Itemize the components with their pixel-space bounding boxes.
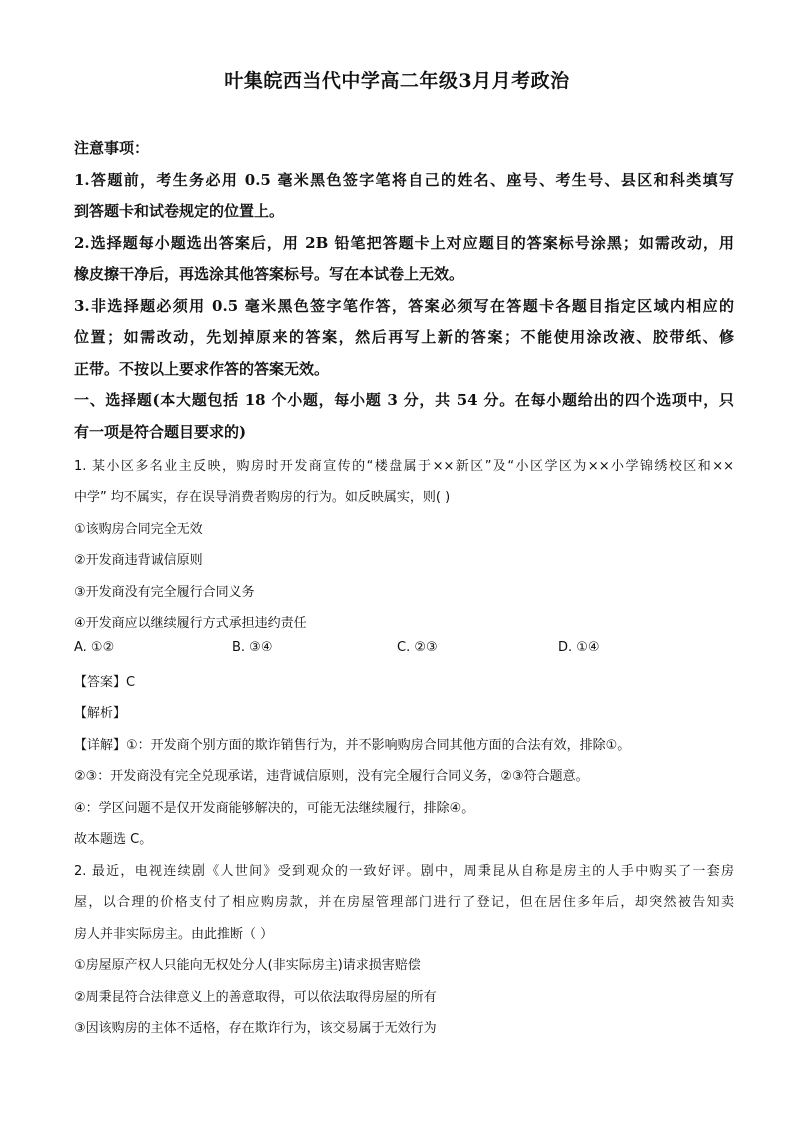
- q1-statement-4: ④开发商应以继续履行方式承担违约责任: [74, 616, 307, 631]
- q1-statement-3: ③开发商没有完全履行合同义务: [74, 585, 255, 600]
- notice-item-3-line-2: 位置；如需改动，先划掉原来的答案，然后再写上新的答案；不能使用涂改液、胶带纸、修: [74, 328, 734, 346]
- q1-detail-line-2: ②③：开发商没有完全兑现承诺，违背诚信原则，没有完全履行合同义务，②③符合题意。: [74, 769, 589, 784]
- q1-detail-line-3: ④：学区问题不是仅开发商能够解决的，可能无法继续履行，排除④。: [74, 801, 475, 816]
- notice-item-2-line-1: 2.选择题每小题选出答案后，用 2B 铅笔把答题卡上对应题目的答案标号涂黑；如需改动，用: [74, 234, 734, 252]
- q1-option-d: D. ①④: [558, 640, 600, 655]
- q1-detail-line-1: 【详解】①：开发商个别方面的欺诈销售行为，并不影响购房合同其他方面的合法有效，排除①。: [74, 738, 631, 753]
- page-title: 叶集皖西当代中学高二年级3月月考政治: [224, 70, 570, 92]
- q1-stem-line-2: 中学” 均不属实，存在误导消费者购房的行为。如反映属实，则( ): [74, 490, 451, 505]
- section-heading-line-2: 有一项是符合题目要求的): [74, 423, 247, 441]
- section-heading-line-1: 一、选择题(本大题包括 18 个小题，每小题 3 分，共 54 分。在每小题给出的四个选项中，只: [74, 391, 734, 409]
- q1-answer: 【答案】C: [74, 675, 136, 690]
- q1-conclusion: 故本题选 C。: [74, 832, 153, 847]
- q1-statement-1: ①该购房合同完全无效: [74, 522, 203, 537]
- notice-item-1-line-1: 1.答题前，考生务必用 0.5 毫米黑色签字笔将自己的姓名、座号、考生号、县区和科类填写: [74, 171, 734, 189]
- q2-statement-2: ②周秉昆符合法律意义上的善意取得，可以依法取得房屋的所有: [74, 990, 437, 1005]
- q1-options: [74, 640, 734, 660]
- q2-stem-line-2: 屋，以合理的价格支付了相应购房款，并在房屋管理部门进行了登记，但在居住多年后，却突然被告知卖: [74, 895, 734, 910]
- q1-stem-line-1: 1. 某小区多名业主反映，购房时开发商宣传的“楼盘属于××新区”及“小区学区为××小学锦绣校区和××: [74, 459, 734, 474]
- q2-stem-line-3: 房人并非实际房主。由此推断（ ）: [74, 927, 274, 942]
- notice-item-1-line-2: 到答题卡和试卷规定的位置上。: [74, 202, 285, 220]
- notice-item-3-line-3: 正带。不按以上要求作答的答案无效。: [74, 360, 330, 378]
- notice-heading: 注意事项：: [74, 139, 150, 157]
- q2-statement-3: ③因该购房的主体不适格，存在欺诈行为，该交易属于无效行为: [74, 1021, 437, 1036]
- q1-option-a: A. ①②: [74, 640, 115, 655]
- q1-option-c: C. ②③: [397, 640, 438, 655]
- q2-statement-1: ①房屋原产权人只能向无权处分人(非实际房主)请求损害赔偿: [74, 958, 421, 973]
- q2-stem-line-1: 2. 最近，电视连续剧《人世间》受到观众的一致好评。剧中，周秉昆从自称是房主的人手中购买了一套房: [74, 864, 734, 879]
- q1-option-b: B. ③④: [232, 640, 273, 655]
- q1-analysis-label: 【解析】: [74, 706, 127, 721]
- notice-item-2-line-2: 橡皮擦干净后，再选涂其他答案标号。写在本试卷上无效。: [74, 265, 465, 283]
- notice-item-3-line-1: 3.非选择题必须用 0.5 毫米黑色签字笔作答，答案必须写在答题卡各题目指定区域内相应的: [74, 297, 734, 315]
- q1-statement-2: ②开发商违背诚信原则: [74, 553, 203, 568]
